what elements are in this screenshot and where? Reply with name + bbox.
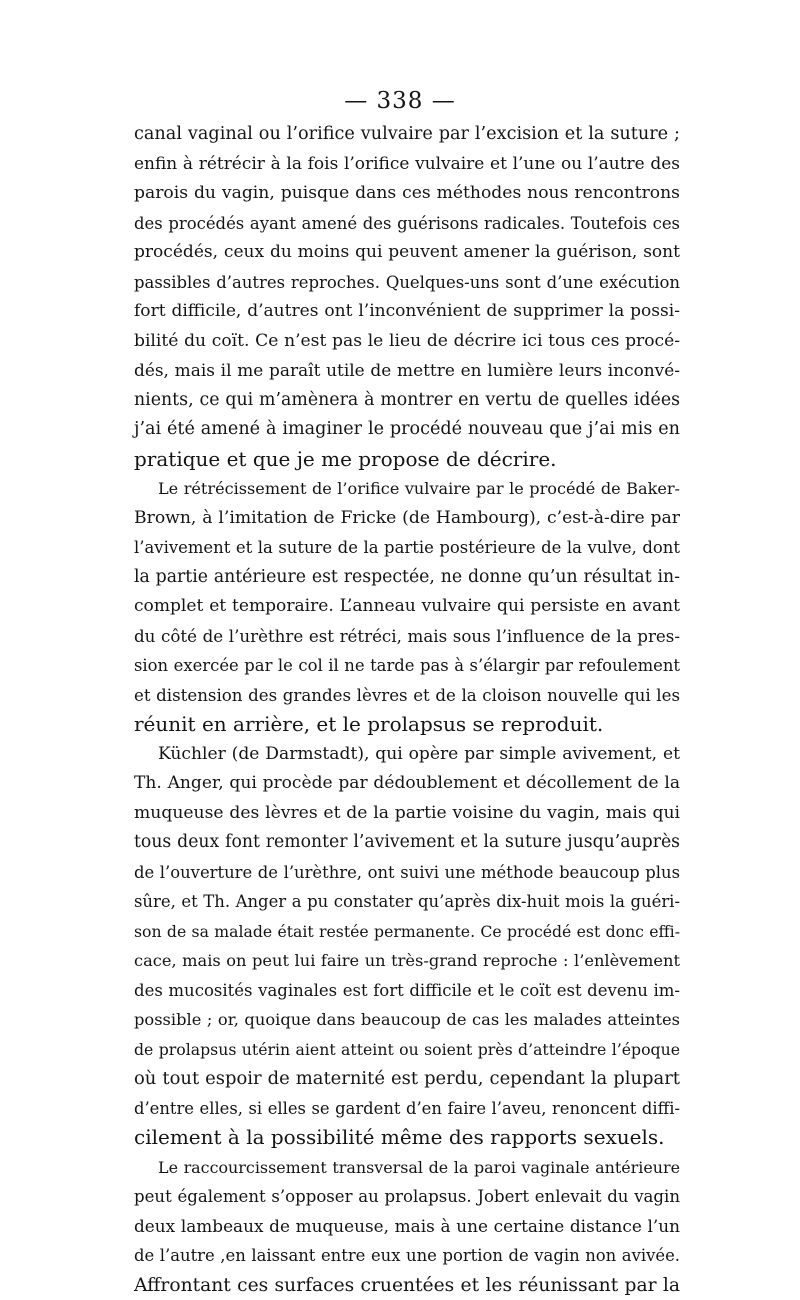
text-line: procédés, ceux du moins qui peuvent amener la guérison, sont	[134, 238, 680, 268]
text-line: Brown, à l’imitation de Fricke (de Hambourg), c’est-à-dire par	[134, 504, 680, 534]
text-line: peut également s’opposer au prolapsus. Jobert enlevait du vagin	[134, 1182, 680, 1212]
text-line: de l’autre ,en laissant entre eux une portion de vagin non avivée.	[134, 1241, 680, 1271]
text-line: parois du vagin, puisque dans ces méthodes nous rencontrons	[134, 179, 680, 209]
body-text	[134, 120, 680, 1300]
text-line: et distension des grandes lèvres et de la cloison nouvelle qui les	[134, 681, 680, 711]
text-line: Le raccourcissement transversal de la paroi vaginale antérieure	[134, 1153, 680, 1183]
text-line: canal vaginal ou l’orifice vulvaire par l’excision et la suture ;	[134, 120, 680, 150]
text-line: possible ; or, quoique dans beaucoup de cas les malades atteintes	[134, 1005, 680, 1035]
text-line: sûre, et Th. Anger a pu constater qu’après dix-huit mois la guéri-	[134, 887, 680, 917]
text-line: Th. Anger, qui procède par dédoublement et décollement de la	[134, 769, 680, 799]
text-line: la partie antérieure est respectée, ne donne qu’un résultat in-	[134, 563, 680, 593]
text-line: Küchler (de Darmstadt), qui opère par simple avivement, et	[134, 740, 680, 770]
text-line: réunit en arrière, et le prolapsus se reproduit.	[134, 710, 680, 740]
text-line: bilité du coït. Ce n’est pas le lieu de décrire ici tous ces procé-	[134, 327, 680, 357]
text-line: fort difficile, d’autres ont l’inconvénient de supprimer la possi-	[134, 297, 680, 327]
text-line: deux lambeaux de muqueuse, mais à une certaine distance l’un	[134, 1212, 680, 1242]
text-line: d’entre elles, si elles se gardent d’en faire l’aveu, renoncent diffi-	[134, 1094, 680, 1124]
page-number: — 338 —	[0, 86, 800, 116]
text-line: cilement à la possibilité même des rapports sexuels.	[134, 1123, 680, 1153]
text-line: l’avivement et la suture de la partie postérieure de la vulve, dont	[134, 533, 680, 563]
text-line: des mucosités vaginales est fort difficile et le coït est devenu im-	[134, 976, 680, 1006]
text-line: son de sa malade était restée permanente. Ce procédé est donc effi-	[134, 917, 680, 947]
text-line: de prolapsus utérin aient atteint ou soient près d’atteindre l’époque	[134, 1035, 680, 1065]
text-line: où tout espoir de maternité est perdu, cependant la plupart	[134, 1064, 680, 1094]
text-line: de l’ouverture de l’urèthre, ont suivi une méthode beaucoup plus	[134, 858, 680, 888]
text-line: Affrontant ces surfaces cruentées et les réunissant par la	[134, 1271, 680, 1300]
text-line: Le rétrécissement de l’orifice vulvaire par le procédé de Baker-	[134, 474, 680, 504]
text-line: muqueuse des lèvres et de la partie voisine du vagin, mais qui	[134, 799, 680, 829]
text-line: passibles d’autres reproches. Quelques-uns sont d’une exécution	[134, 268, 680, 298]
text-line: complet et temporaire. L’anneau vulvaire qui persiste en avant	[134, 592, 680, 622]
text-line: tous deux font remonter l’avivement et la suture jusqu’auprès	[134, 828, 680, 858]
text-line: sion exercée par le col il ne tarde pas à s’élargir par refoulement	[134, 651, 680, 681]
text-line: pratique et que je me propose de décrire.	[134, 445, 680, 475]
text-line: nients, ce qui m’amènera à montrer en vertu de quelles idées	[134, 386, 680, 416]
text-line: j’ai été amené à imaginer le procédé nouveau que j’ai mis en	[134, 415, 680, 445]
text-line: cace, mais on peut lui faire un très-grand reproche : l’enlèvement	[134, 946, 680, 976]
text-line: des procédés ayant amené des guérisons radicales. Toutefois ces	[134, 209, 680, 239]
text-line: du côté de l’urèthre est rétréci, mais sous l’influence de la pres-	[134, 622, 680, 652]
text-line: dés, mais il me paraît utile de mettre en lumière leurs inconvé-	[134, 356, 680, 386]
text-line: enfin à rétrécir à la fois l’orifice vulvaire et l’une ou l’autre des	[134, 150, 680, 180]
